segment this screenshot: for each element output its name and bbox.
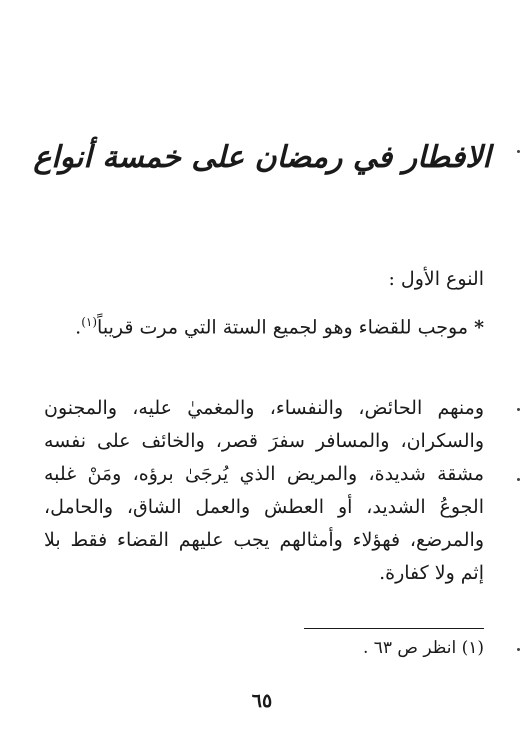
- edge-dot: [517, 150, 520, 153]
- paragraph-first-end: .: [75, 316, 82, 339]
- footnote-reference: (١): [81, 315, 98, 329]
- edge-dot: [517, 478, 520, 481]
- footnote-text: (١) انظر ص ٦٣ .: [362, 638, 484, 658]
- paragraph-first-text: موجب للقضاء وهو لجميع الستة التي مرت قريباً: [97, 316, 469, 339]
- asterisk-marker: *: [474, 316, 484, 339]
- page-number: ٦٥: [251, 690, 273, 712]
- chapter-heading: الافطار في رمضان على خمسة أنواع: [33, 140, 491, 175]
- edge-dot: [517, 648, 520, 651]
- footnote-divider: [304, 628, 484, 629]
- paragraph-first: [44, 306, 484, 344]
- section-title: النوع الأول :: [388, 268, 484, 290]
- edge-dot: [517, 408, 520, 411]
- paragraph-second: ومنهم الحائض، والنفساء، والمغميٰ عليه، والمجنون والسكران، والمسافر سفرَ قصر، والخائف على نفسه مشقة شديدة، والمريض الذي يُرجَىٰ برؤه، ومَنْ غلبه الجوعُ الشديد، أو العطش والعمل الشاق، والحامل، والمرضع، فهؤلاء وأمثالهم يجب عليهم القضاء فقط بلا إثم ولا كفارة.: [44, 397, 484, 584]
